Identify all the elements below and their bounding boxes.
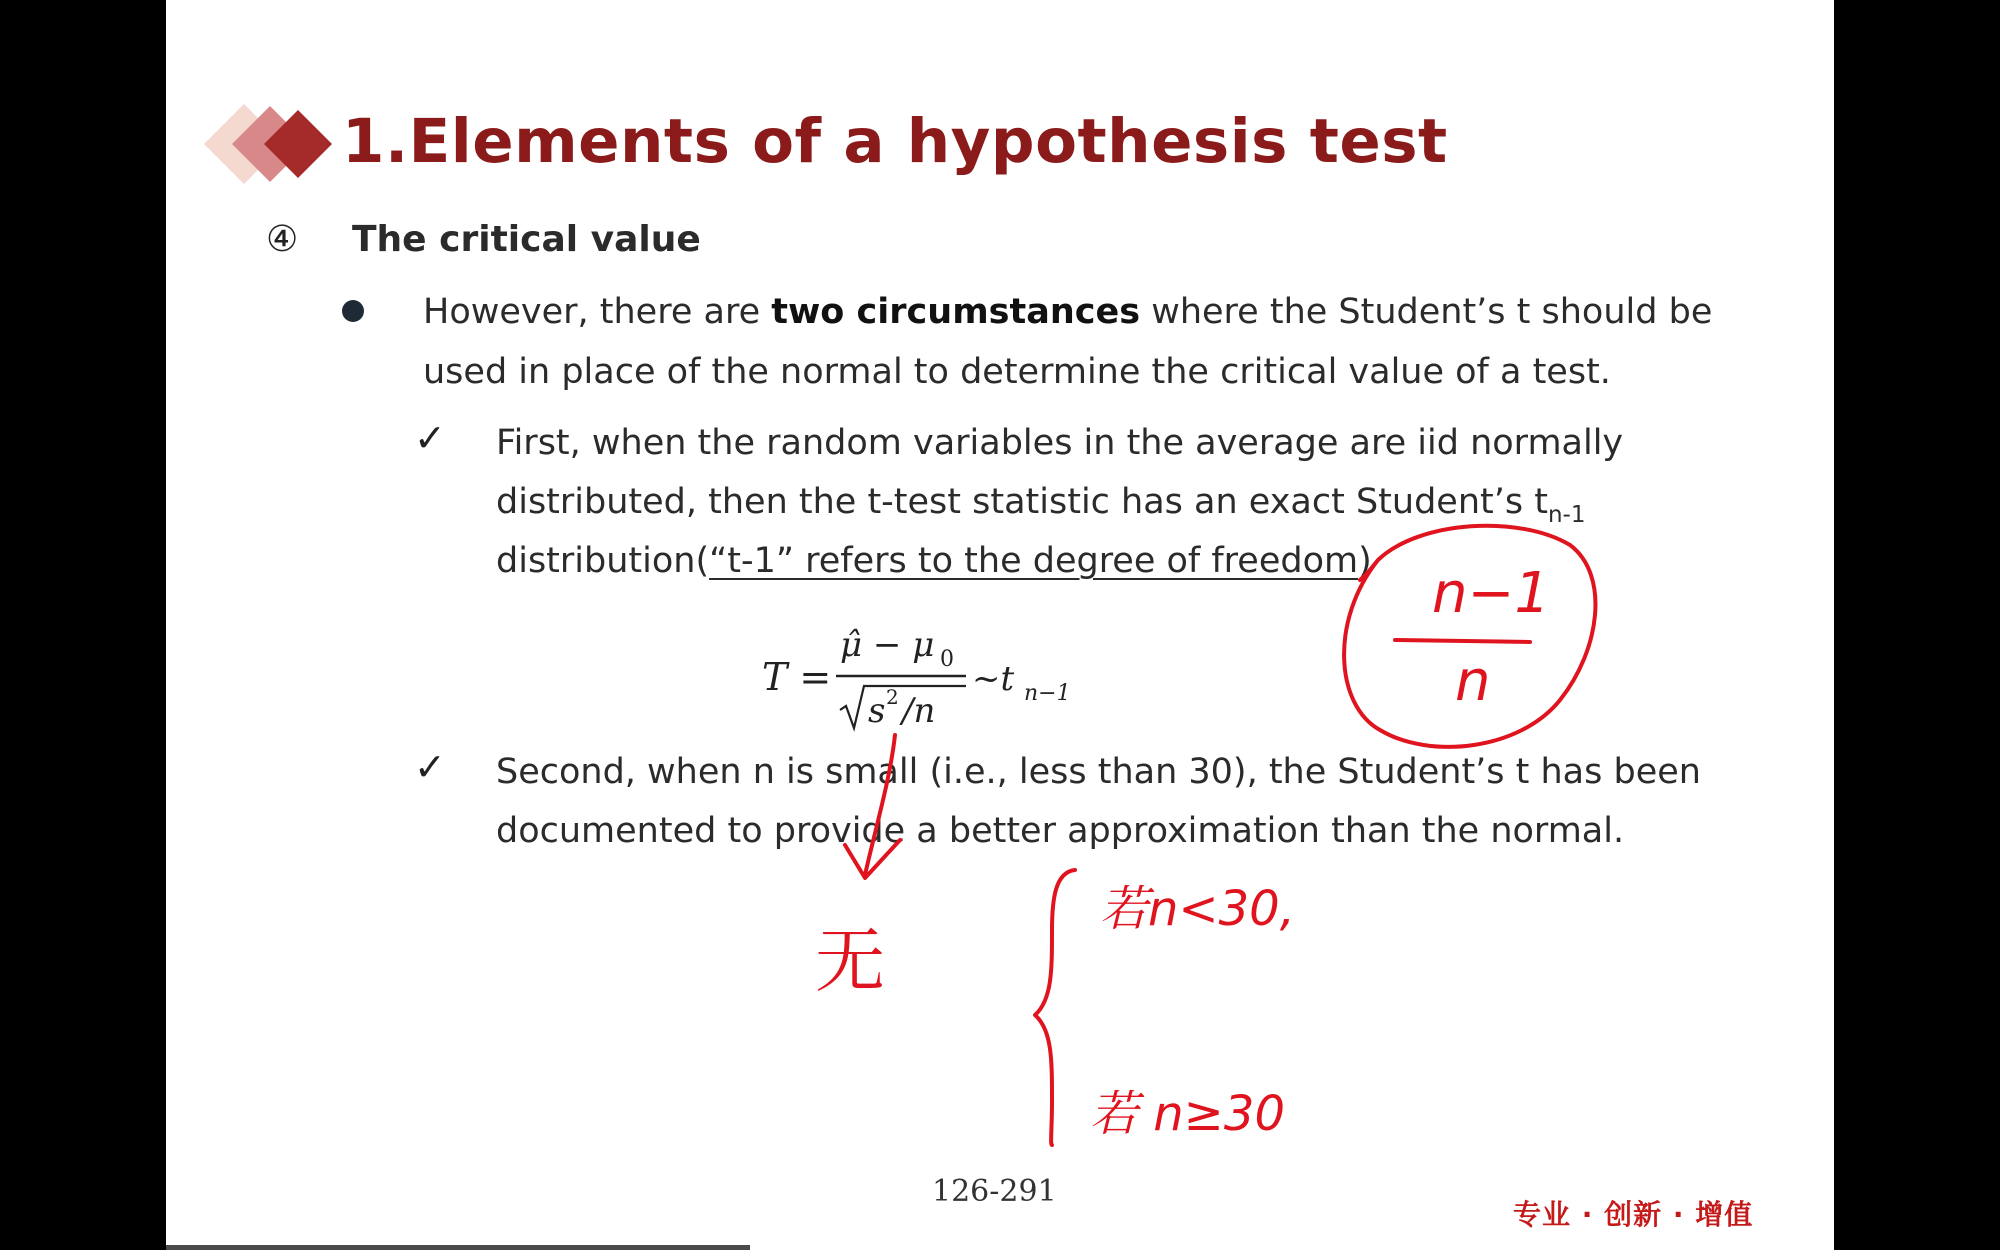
sub2-line-1: Second, when n is small (i.e., less than 30), the Student’s t has been [496,752,1701,792]
slide-title: 1.Elements of a hypothesis test [342,106,1448,177]
svg-text:~t: ~t [972,659,1015,699]
sub2-line-2: documented to provide a better approximation than the normal. [496,811,1625,851]
hand-fraction-bottom: n [1455,649,1491,714]
svg-text:2: 2 [886,685,899,709]
section-title: The critical value [352,219,701,260]
brand-slogan: 专业 · 创新 · 增值 [1513,1198,1754,1231]
checkmark-icon: ✓ [414,745,446,789]
svg-text:s: s [868,691,886,731]
bold-phrase: two circumstances [771,292,1141,332]
bullet-dot-icon [342,300,364,322]
slide [166,0,1834,1245]
hand-fraction-top: n−1 [1432,561,1551,626]
video-progress-fill[interactable] [166,1245,750,1250]
svg-text:0: 0 [940,647,954,672]
bullet-text-line-1: However, there are two circumstances where the Student’s t should be [423,292,1713,332]
svg-text:μ̂ − μ: μ̂ − μ [840,625,935,665]
svg-text:/n: /n [902,691,936,731]
title-diamonds-icon [202,102,342,186]
svg-text:T =: T = [762,655,832,699]
section-number: ④ [266,219,299,260]
sub1-line-3: distribution(“t-1” refers to the degree of freedom) [496,541,1372,581]
sub1-line-2: distributed, then the t-test statistic has an exact Student’s $t_{n-1}$ [496,482,1586,528]
hand-case-2: 若 n≥30 [1090,1086,1285,1142]
svg-text:n−1: n−1 [1024,681,1071,706]
hand-char: 无 [815,920,885,1002]
degree-of-freedom-note: “t-1” refers to the degree of freedom [709,541,1359,581]
checkmark-icon: ✓ [414,416,446,460]
sub1-line-1: First, when the random variables in the average are iid normally [496,423,1624,463]
bullet-text-line-2: used in place of the normal to determine the critical value of a test. [423,352,1611,392]
t-statistic-formula [760,612,1090,737]
hand-case-1: 若n<30, [1100,881,1295,937]
page-number: 126-291 [932,1174,1057,1209]
